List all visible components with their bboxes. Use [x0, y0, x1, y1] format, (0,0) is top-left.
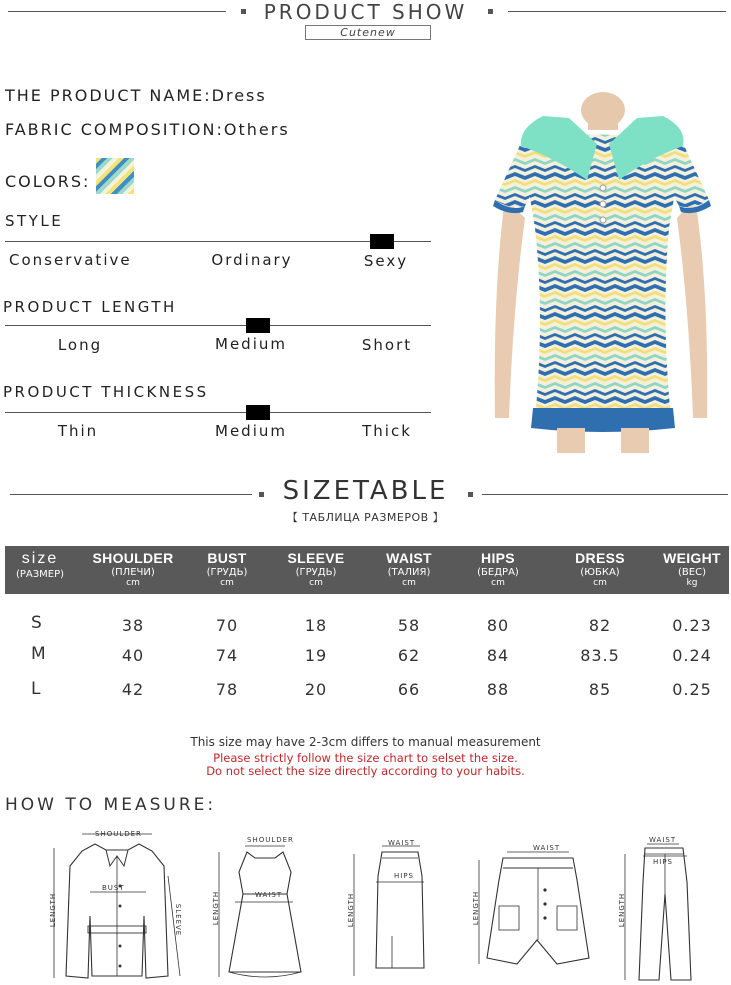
sizetable-rule-right: [482, 494, 728, 495]
header-bust: [182, 546, 272, 594]
measure-figure-trousers: [615, 834, 715, 984]
header-dress-unit: cm: [593, 578, 607, 588]
shorts-length-label: LENGTH: [472, 890, 481, 926]
header-dress-ru: (ЮБКА): [580, 567, 620, 578]
dress-length-label: LENGTH: [212, 890, 221, 926]
header-weight-unit: kg: [686, 578, 698, 588]
size-table-header: [5, 546, 729, 594]
length-option-medium: Medium: [215, 335, 287, 353]
row-s-dress: 82: [588, 616, 612, 635]
style-option-sexy: Sexy: [363, 252, 409, 270]
header-dress-en: DRESS: [575, 550, 625, 566]
jacket-shoulder-label: SHOULDER: [95, 830, 142, 838]
row-s-weight: 0.23: [672, 616, 712, 635]
product-photo: [485, 88, 725, 453]
fabric-label: FABRIC COMPOSITION:: [5, 120, 224, 139]
length-option-short: Short: [361, 336, 413, 354]
row-l-weight: 0.25: [672, 680, 712, 699]
header-bust-unit: cm: [220, 578, 234, 588]
row-l-size: L: [31, 679, 41, 699]
trousers-waist-label: WAIST: [649, 836, 677, 844]
skirt-length-label: LENGTH: [347, 892, 356, 928]
fabric-composition: [5, 120, 290, 139]
jacket-length-label: LENGTH: [49, 892, 58, 928]
header-shoulder: [88, 546, 178, 594]
header-hips-unit: cm: [491, 578, 505, 588]
jacket-bust-label: BUST: [102, 884, 125, 892]
thickness-marker: [246, 405, 270, 420]
row-s-hips: 80: [486, 616, 510, 635]
row-m-sleeve: 19: [304, 646, 328, 665]
header-bust-en: BUST: [207, 550, 247, 566]
header-sleeve-en: SLEEVE: [287, 550, 345, 566]
header-size: [0, 546, 85, 594]
shorts-waist-label: WAIST: [533, 844, 561, 852]
header-rule-right: [508, 11, 726, 12]
how-to-measure-title: HOW TO MEASURE:: [5, 795, 217, 815]
style-marker: [370, 234, 394, 249]
row-m-shoulder: 40: [121, 646, 145, 665]
header-sleeve-ru: (ГРУДЬ): [295, 567, 337, 578]
header-shoulder-unit: cm: [126, 578, 140, 588]
style-option-conservative: Conservative: [9, 251, 132, 269]
header-sleeve-unit: cm: [309, 578, 323, 588]
row-s-sleeve: 18: [304, 616, 328, 635]
skirt-hips-label: HIPS: [394, 872, 414, 880]
header-shoulder-ru: (ПЛЕЧИ): [111, 567, 155, 578]
style-option-ordinary: Ordinary: [211, 251, 293, 269]
header-hips: [453, 546, 543, 594]
thickness-scale: [5, 412, 431, 413]
measure-figure-dress: [205, 832, 315, 982]
header-hips-ru: (БЕДРА): [477, 567, 519, 578]
length-option-long: Long: [57, 336, 103, 354]
header-weight-ru: (ВЕС): [678, 567, 706, 578]
sizetable-title: SIZETABLE: [282, 476, 449, 506]
row-s-shoulder: 38: [121, 616, 145, 635]
trousers-hips-label: HIPS: [653, 858, 673, 866]
product-name-value: Dress: [211, 86, 267, 105]
row-l-waist: 66: [397, 680, 421, 699]
length-title: PRODUCT LENGTH: [3, 298, 177, 316]
measurement-note: This size may have 2-3cm differs to manual measurement: [190, 735, 541, 749]
dress-shoulder-label: SHOULDER: [247, 836, 294, 844]
page-title: PRODUCT SHOW: [263, 0, 468, 24]
header-size-ru: (РАЗМЕР): [15, 569, 65, 580]
length-marker: [246, 318, 270, 333]
sizetable-subtitle: 【 ТАБЛИЦА РАЗМЕРОВ 】: [286, 511, 445, 524]
header-shoulder-en: SHOULDER: [92, 550, 174, 566]
thickness-option-thick: Thick: [362, 422, 412, 440]
brand-label: Cutenew: [305, 25, 431, 40]
row-l-hips: 88: [486, 680, 510, 699]
row-m-hips: 84: [486, 646, 510, 665]
header-hips-en: HIPS: [481, 550, 515, 566]
row-m-waist: 62: [397, 646, 421, 665]
color-swatch[interactable]: [96, 158, 134, 194]
row-l-shoulder: 42: [121, 680, 145, 699]
header-waist-ru: (ТАЛИЯ): [387, 567, 431, 578]
product-name: [5, 86, 267, 105]
style-title: STYLE: [5, 212, 64, 230]
header-dot-right: [488, 9, 493, 14]
thickness-option-thin: Thin: [57, 422, 99, 440]
row-s-waist: 58: [397, 616, 421, 635]
row-m-weight: 0.24: [672, 646, 712, 665]
skirt-waist-label: WAIST: [388, 839, 416, 847]
header-waist: [364, 546, 454, 594]
measure-figure-jacket: [40, 826, 190, 981]
header-dress: [555, 546, 645, 594]
header-size-en: size: [21, 550, 59, 567]
header-waist-unit: cm: [402, 578, 416, 588]
header-bust-ru: (ГРУДЬ): [206, 567, 248, 578]
row-m-bust: 74: [215, 646, 239, 665]
trousers-length-label: LENGTH: [618, 892, 627, 928]
measure-figure-shorts: [465, 840, 605, 970]
row-m-dress: 83.5: [580, 646, 620, 665]
row-s-bust: 70: [215, 616, 239, 635]
thickness-title: PRODUCT THICKNESS: [3, 383, 209, 401]
header-weight: [647, 546, 731, 594]
row-l-sleeve: 20: [304, 680, 328, 699]
jacket-sleeve-label: SLEEVE: [174, 903, 183, 937]
header-sleeve: [271, 546, 361, 594]
header-weight-en: WEIGHT: [663, 550, 721, 566]
product-name-label: THE PRODUCT NAME:: [5, 86, 212, 105]
row-l-dress: 85: [588, 680, 612, 699]
style-scale: [5, 241, 431, 242]
row-l-bust: 78: [215, 680, 239, 699]
length-scale: [5, 325, 431, 326]
row-m-size: M: [31, 644, 46, 664]
thickness-option-medium: Medium: [215, 422, 287, 440]
dress-waist-label: WAIST: [255, 891, 283, 899]
row-s-size: S: [31, 613, 42, 633]
measure-figure-skirt: [340, 836, 440, 981]
size-warning-2: Do not select the size directly according to your habits.: [206, 764, 525, 778]
size-warning-1: Please strictly follow the size chart to selset the size.: [213, 751, 518, 765]
sizetable-dot-right: [468, 492, 473, 497]
header-waist-en: WAIST: [386, 550, 432, 566]
fabric-value: Others: [223, 120, 290, 139]
colors-label: COLORS:: [5, 172, 91, 191]
